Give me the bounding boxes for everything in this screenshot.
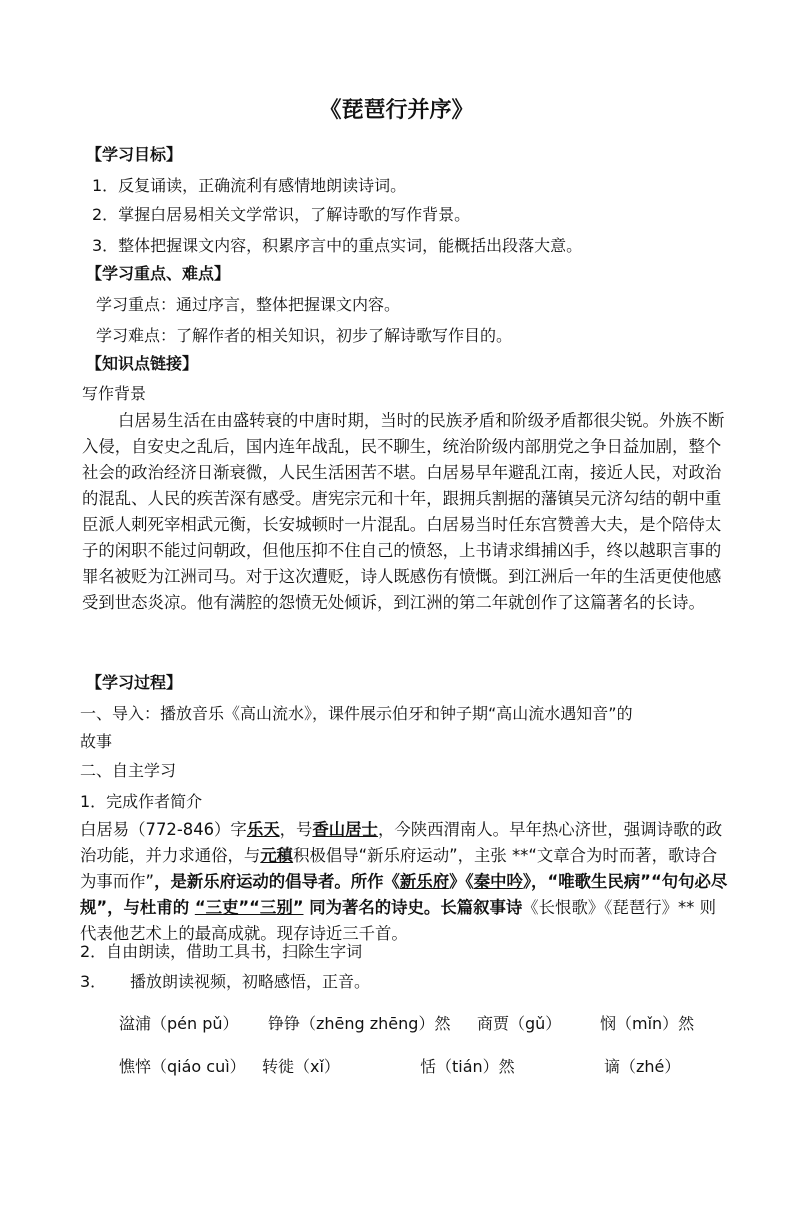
- intro-line-2: 故事: [80, 732, 113, 751]
- bio-text: 《长恨歌》《琵琶行》** 则代表他艺术上的最高成就。现存诗近三千首。: [80, 898, 716, 943]
- bio-text: 白居易（772-846）字: [80, 820, 247, 839]
- bio-yuan-zhen: 元稹: [260, 846, 294, 865]
- objective-item-3: 3．整体把握课文内容，积累序言中的重点实词，能概括出段落大意。: [92, 236, 583, 255]
- pinyin-item: 悯（mǐn）然: [600, 1014, 695, 1033]
- knowledge-subheading: 写作背景: [82, 384, 147, 403]
- step-3-number: 3．: [80, 972, 107, 991]
- pinyin-item: 转徙（xǐ）: [262, 1057, 340, 1076]
- author-bio-text: [80, 817, 730, 947]
- pinyin-item: 湓浦（pén pǔ）: [119, 1014, 239, 1033]
- pinyin-item: 憔悴（qiáo cuì）: [119, 1057, 246, 1076]
- bio-bold-text: 》《: [449, 872, 474, 891]
- intro-line-1: 一、导入：播放音乐《高山流水》，课件展示伯牙和钟子期“高山流水遇知音”的: [80, 704, 633, 723]
- bio-du-fu-works: “三吏”“三别”: [194, 898, 304, 917]
- background-paragraph: [82, 408, 732, 616]
- bio-text: ，今陕西渭南人。早年热心济世，强调诗歌的政治功能，并力求通俗，与: [80, 820, 723, 865]
- self-study-heading: 二、自主学习: [80, 761, 177, 780]
- bio-text: 积极倡导“新乐府运动”，主张 **“文章合为时而著，歌诗合为事而作”: [80, 846, 718, 891]
- focus-difficult: 学习难点：了解作者的相关知识，初步了解诗歌写作目的。: [96, 326, 513, 345]
- objective-item-1: 1．反复诵读，正确流利有感情地朗读诗词。: [92, 176, 407, 195]
- author-bio: [80, 817, 730, 947]
- pinyin-item: 铮铮（zhēng zhēng）然: [268, 1014, 451, 1033]
- bio-text: ，号: [279, 820, 313, 839]
- knowledge-heading: 【知识点链接】: [86, 354, 199, 373]
- bio-bold-text: 》，“唯歌生民病”“句句必尽规”，与杜甫的: [80, 872, 728, 917]
- focus-key: 学习重点：通过序言，整体把握课文内容。: [96, 295, 401, 314]
- process-heading: 【学习过程】: [86, 673, 183, 692]
- bio-bold-text: ，是新乐府运动的倡导者。所作《: [154, 872, 400, 891]
- bio-pen-name: 香山居士: [312, 820, 378, 839]
- bio-bold-text: 同为著名的诗史。长篇叙事诗: [303, 898, 523, 917]
- pinyin-item: 谪（zhé）: [604, 1057, 681, 1076]
- bio-courtesy-name: 乐天: [246, 820, 280, 839]
- step-1: 1．完成作者简介: [80, 792, 203, 811]
- page-title: 《琵琶行并序》: [319, 98, 474, 123]
- objective-item-2: 2．掌握白居易相关文学常识，了解诗歌的写作背景。: [92, 205, 471, 224]
- objectives-heading: 【学习目标】: [86, 145, 183, 164]
- focus-heading: 【学习重点、难点】: [86, 264, 231, 283]
- pinyin-item: 商贾（gǔ）: [477, 1014, 562, 1033]
- step-2: 2．自由朗读，借助工具书，扫除生字词: [80, 942, 363, 961]
- pinyin-item: 恬（tián）然: [420, 1057, 515, 1076]
- bio-work-xinyuefu: 新乐府: [399, 872, 450, 891]
- bio-work-qinzhongyin: 秦中吟: [473, 872, 523, 891]
- step-3-text: 播放朗读视频，初略感悟，正音。: [130, 972, 371, 991]
- background-text: 白居易生活在由盛转衰的中唐时期，当时的民族矛盾和阶级矛盾都很尖锐。外族不断入侵，自安史之乱后，国内连年战乱，民不聊生，统治阶级内部朋党之争日益加剧，整个社会的政治经济日渐衰微，人民生活困苦不堪。白居易早年避乱江南，接近人民，对政治的混乱、人民的疾苦深有感受。唐宪宗元和十年，跟拥兵割据的藩镇吴元济勾结的朝中重臣派人刺死宰相武元衡，长安城顿时一片混乱。白居易当时任东宫赞善大夫，是个陪侍太子的闲职不能过问朝政，但他压抑不住自己的愤怒，上书请求缉捕凶手，终以越职言事的罪名被贬为江洲司马。对于这次遭贬，诗人既感伤有愤慨。到江洲后一年的生活更使他感受到世态炎凉。他有满腔的怨愤无处倾诉，到江洲的第二年就创作了这篇著名的长诗。: [82, 411, 725, 612]
